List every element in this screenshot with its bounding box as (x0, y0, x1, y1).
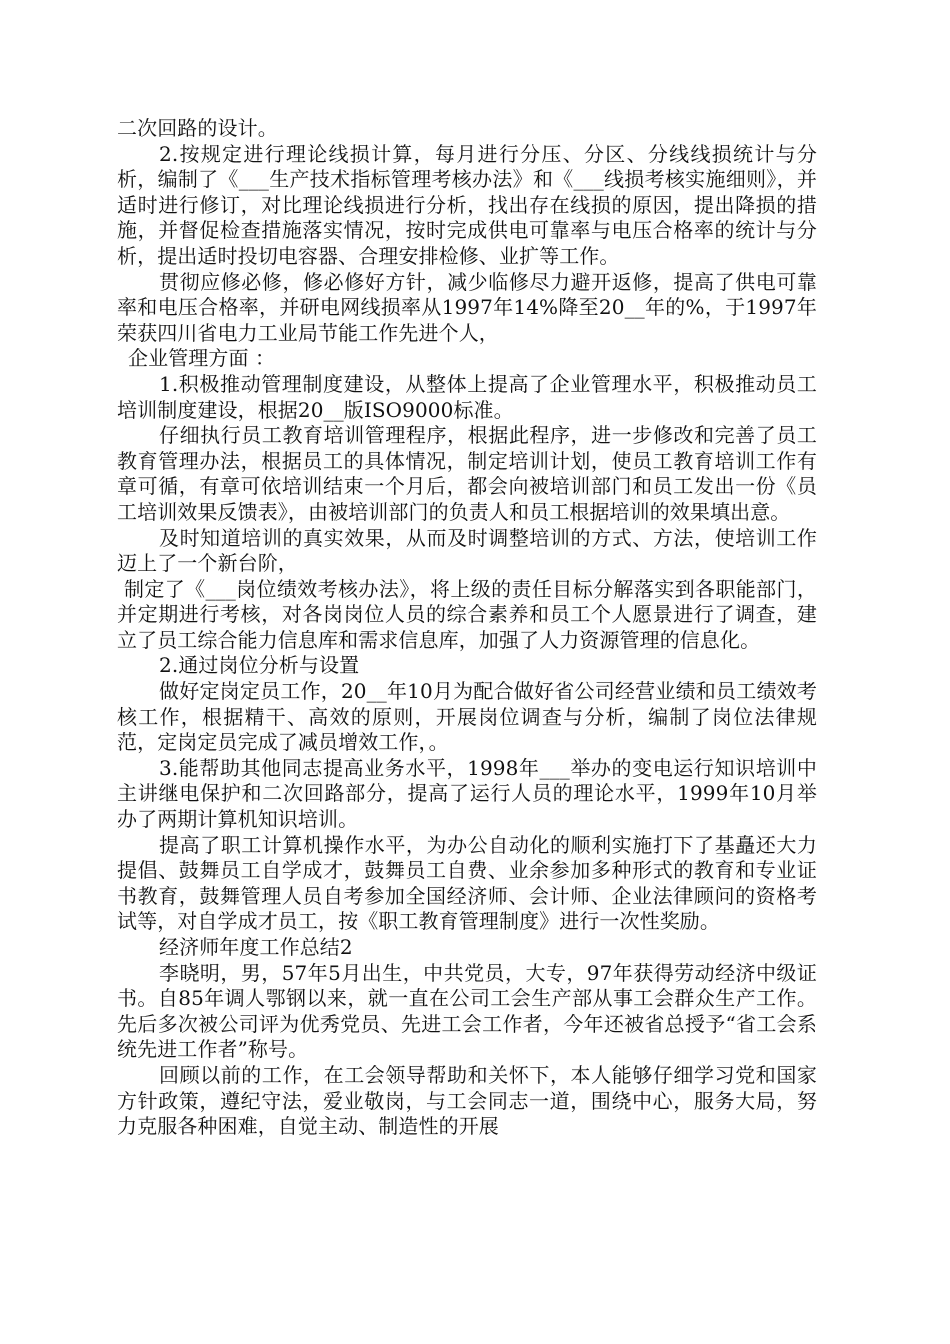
paragraph-15: 回顾以前的工作，在工会领导帮助和关怀下，本人能够仔细学习党和国家方针政策，遵纪守法，爱业敬岗，与工会同志一道，围绕中心，服务大局，努力克服各种困难，自觉主动、制造性的开展 (117, 1062, 817, 1139)
paragraph-3: 贯彻应修必修，修必修好方针，减少临修尽力避开返修，提高了供电可靠率和电压合格率，并研电网线损率从1997年14%降至20__年的%，于1997年荣获四川省电力工业局节能工作先进个人， (117, 269, 817, 345)
paragraph-2: 2.按规定进行理论线损计算，每月进行分压、分区、分线线损统计与分析，编制了《___生产技术指标管理考核办法》和《___线损考核实施细则》，并适时进行修订，对比理论线损进行分析，找出存在线损的原因，提出降损的措施，并督促检查措施落实情况，按时完成供电可靠率与电压合格率的统计与分析，提出适时投切电容器、合理安排检修、业扩等工作。 (117, 141, 817, 268)
section-heading-enterprise-management: 企业管理方面 ： (128, 346, 276, 371)
paragraph-5: 1.积极推动管理制度建设，从整体上提高了企业管理水平，积极推动员工培训制度建设，根据20__版ISO9000标准。 (117, 371, 817, 422)
paragraph-10: 做好定岗定员工作，20__年10月为配合做好省公司经营业绩和员工绩效考核工作，根据精干、高效的原则，开展岗位调查与分析，编制了岗位法律规范，定岗定员完成了减员增效工作，。 (117, 679, 817, 755)
section-title-summary-2: 经济师年度工作总结2 (159, 935, 353, 959)
paragraph-6: 仔细执行员工教育培训管理程序，根据此程序，进一步修改和完善了员工教育管理办法，根据员工的具体情况，制定培训计划，使员工教育培训工作有章可循，有章可依培训结束一个月后，都会向被培训部门和员工发出一份《员工培训效果反馈表》，由被培训部门的负责人和员工根据培训的效果填出意。 (117, 423, 817, 524)
paragraph-14: 李晓明，男，57年5月出生，中共党员，大专，97年获得劳动经济中级证书。自85年调人鄂钢以来，就一直在公司工会生产部从事工会群众生产工作。先后多次被公司评为优秀党员、先进工会工作者，今年还被省总授予“省工会系统先进工作者”称号。 (117, 960, 817, 1062)
section-heading-post-analysis: 2.通过岗位分析与设置 (159, 653, 360, 678)
paragraph-7: 及时知道培训的真实效果，从而及时调整培训的方式、方法，使培训工作迈上了一个新台阶， (117, 525, 817, 576)
paragraph-12: 提高了职工计算机操作水平，为办公自动化的顺利实施打下了基矗还大力提倡、鼓舞员工自学成才，鼓舞员工自费、业余参加多种形式的教育和专业证书教育，鼓舞管理人员自考参加全国经济师、会计师、企业法律顾问的资格考试等，对自学成才员工，按《职工教育管理制度》进行一次性奖励。 (117, 832, 817, 934)
paragraph-8: 制定了《___岗位绩效考核办法》，将上级的责任目标分解落实到各职能部门，并定期进行考核，对各岗岗位人员的综合素养和员工个人愿景进行了调查，建立了员工综合能力信息库和需求信息库，加强了人力资源管理的信息化。 (117, 576, 817, 652)
paragraph-11: 3.能帮助其他同志提高业务水平，1998年___举办的变电运行知识培训中主讲继电保护和二次回路部分，提高了运行人员的理论水平，1999年10月举办了两期计算机知识培训。 (117, 755, 817, 832)
paragraph-1: 二次回路的设计。 (117, 116, 278, 140)
document-body (117, 116, 817, 1140)
